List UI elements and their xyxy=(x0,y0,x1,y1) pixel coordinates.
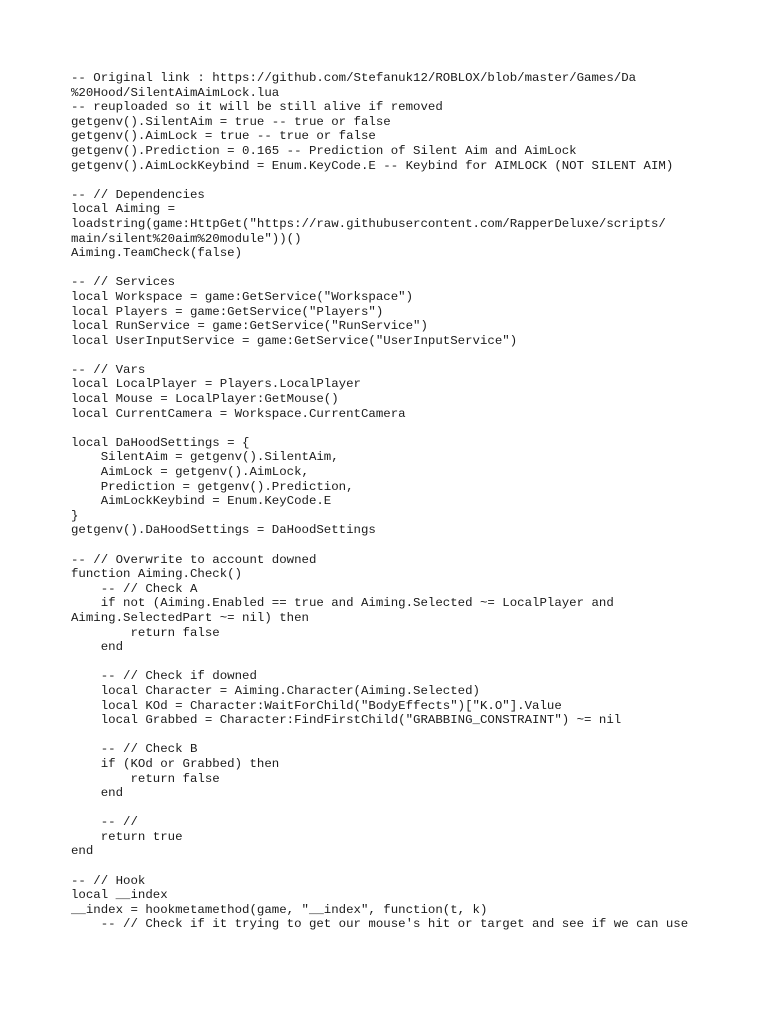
code-line: Prediction = getgenv().Prediction, xyxy=(71,479,354,494)
code-line xyxy=(71,728,761,743)
code-line xyxy=(71,801,761,816)
code-line: return true xyxy=(71,829,183,844)
code-line: Aiming.TeamCheck(false) xyxy=(71,246,243,261)
code-line: -- // Services xyxy=(71,275,176,290)
code-line: -- // Check if it trying to get our mouse's hit or target and see if we can use xyxy=(71,917,689,932)
code-line: getgenv().SilentAim = true -- true or false xyxy=(71,114,391,129)
code-line: local Players = game:GetService("Players") xyxy=(71,304,384,319)
code-line xyxy=(71,261,761,276)
code-line: -- Original link : https://github.com/Stefanuk12/ROBLOX/blob/master/Games/Da xyxy=(71,71,637,85)
code-line: main/silent%20aim%20module"))() xyxy=(71,231,302,246)
code-line: local DaHoodSettings = { xyxy=(71,435,250,450)
code-line: local Mouse = LocalPlayer:GetMouse() xyxy=(71,392,339,407)
code-line: end xyxy=(71,786,124,801)
code-line: getgenv().Prediction = 0.165 -- Prediction of Silent Aim and AimLock xyxy=(71,143,577,158)
code-line: Aiming.SelectedPart ~= nil) then xyxy=(71,610,309,625)
code-line: -- // Check B xyxy=(71,742,198,757)
code-line: %20Hood/SilentAimAimLock.lua xyxy=(71,85,280,100)
code-line: local UserInputService = game:GetService("UserInputService") xyxy=(71,333,518,348)
code-line: return false xyxy=(71,625,220,640)
code-line: if (KOd or Grabbed) then xyxy=(71,756,280,771)
code-line: -- // Check A xyxy=(71,581,198,596)
code-line: } xyxy=(71,508,79,523)
code-line: getgenv().DaHoodSettings = DaHoodSettings xyxy=(71,523,376,538)
code-line: SilentAim = getgenv().SilentAim, xyxy=(71,450,339,465)
code-line xyxy=(71,173,761,188)
code-line: local RunService = game:GetService("RunService") xyxy=(71,319,428,334)
code-line: -- // Overwrite to account downed xyxy=(71,552,317,567)
code-line: AimLockKeybind = Enum.KeyCode.E xyxy=(71,494,332,509)
code-line: local KOd = Character:WaitForChild("BodyEffects")["K.O"].Value xyxy=(71,698,562,713)
code-line: local Character = Aiming.Character(Aiming.Selected) xyxy=(71,683,480,698)
code-line: return false xyxy=(71,771,220,786)
code-line: -- // Hook xyxy=(71,873,146,888)
code-line: getgenv().AimLock = true -- true or false xyxy=(71,129,376,144)
code-line xyxy=(71,348,761,363)
code-line xyxy=(71,859,761,874)
code-line: -- reuploaded so it will be still alive if removed xyxy=(71,100,443,115)
code-line: end xyxy=(71,640,124,655)
code-line: __index = hookmetamethod(game, "__index", function(t, k) xyxy=(71,902,488,917)
code-line: getgenv().AimLockKeybind = Enum.KeyCode.E -- Keybind for AIMLOCK (NOT SILENT AIM) xyxy=(71,158,674,173)
code-line: function Aiming.Check() xyxy=(71,567,243,582)
code-line: -- // xyxy=(71,815,138,830)
code-line: local Workspace = game:GetService("Workspace") xyxy=(71,289,414,304)
code-line: -- // Dependencies xyxy=(71,187,205,202)
code-line: local Grabbed = Character:FindFirstChild("GRABBING_CONSTRAINT") ~= nil xyxy=(71,713,622,728)
code-line: local Aiming = xyxy=(71,202,176,217)
code-line: if not (Aiming.Enabled == true and Aiming.Selected ~= LocalPlayer and xyxy=(71,596,614,611)
code-line: -- // Check if downed xyxy=(71,669,257,684)
code-line: -- // Vars xyxy=(71,362,146,377)
code-block xyxy=(71,71,761,932)
code-line xyxy=(71,421,761,436)
code-line: local __index xyxy=(71,888,168,903)
code-line xyxy=(71,538,761,553)
code-line xyxy=(71,655,761,670)
code-line: local CurrentCamera = Workspace.CurrentCamera xyxy=(71,406,406,421)
code-line: AimLock = getgenv().AimLock, xyxy=(71,465,309,480)
code-line: end xyxy=(71,844,94,859)
code-line: local LocalPlayer = Players.LocalPlayer xyxy=(71,377,361,392)
code-line: loadstring(game:HttpGet("https://raw.githubusercontent.com/RapperDeluxe/scripts/ xyxy=(71,216,666,231)
